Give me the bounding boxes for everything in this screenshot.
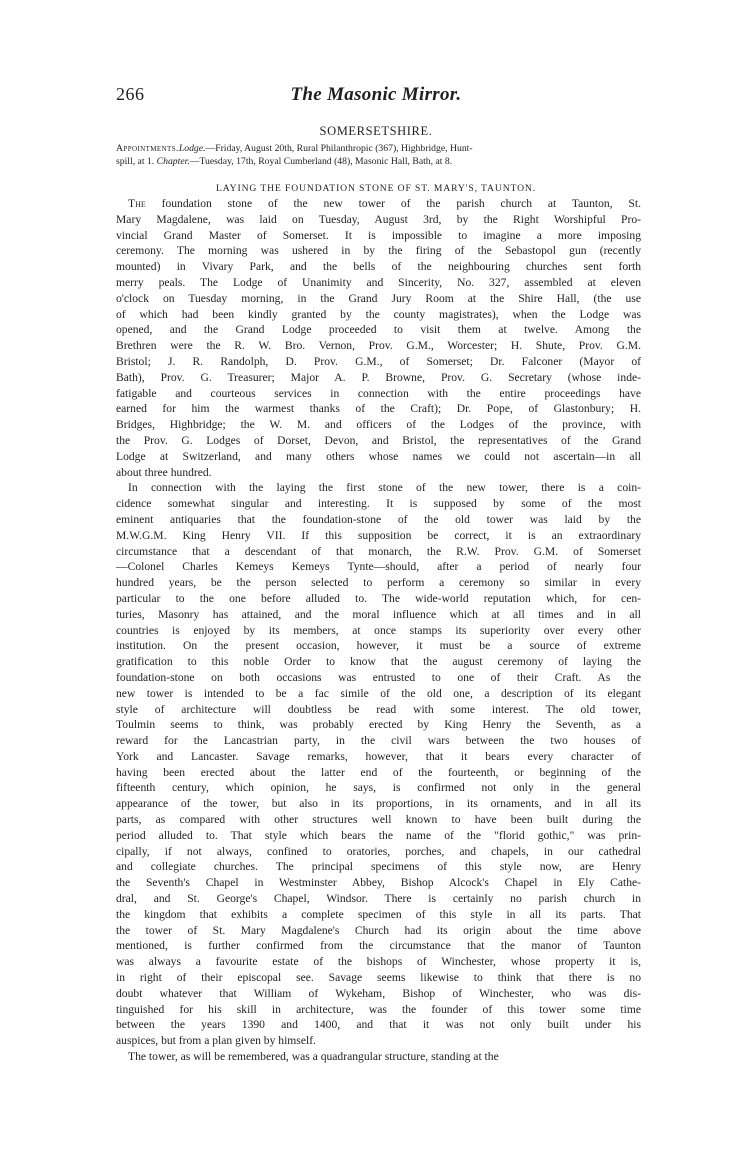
line-text: the tower of St. Mary Magdalene's Church had its origin about the time above xyxy=(116,923,641,937)
article-subheading: LAYING THE FOUNDATION STONE OF ST. MARY'S, TAUNTON. xyxy=(215,183,537,194)
paragraph-2 xyxy=(116,480,641,1049)
line-text: particular to the one before alluded to. The wide-world reputation which, for cen- xyxy=(116,591,641,605)
running-title: The Masonic Mirror. xyxy=(290,84,462,105)
text-line xyxy=(116,1002,641,1018)
paragraph-1 xyxy=(116,196,641,480)
text-line xyxy=(116,575,641,591)
paragraph-3 xyxy=(116,1049,641,1065)
line-text: vincial Grand Master of Somerset. It is impossible to imagine a more imposing xyxy=(116,228,641,242)
section-title: SOMERSETSHIRE. xyxy=(319,124,433,138)
text-line xyxy=(116,844,641,860)
text-line xyxy=(116,607,641,623)
text-line xyxy=(116,765,641,781)
line-text: doubt whatever that William of Wykeham, Bishop of Winchester, who was dis- xyxy=(116,986,641,1000)
text-line xyxy=(116,670,641,686)
line-text: fifteenth century, which opinion, he says, is confirmed not only in the general xyxy=(116,781,641,795)
text-line xyxy=(116,338,641,354)
text-line xyxy=(116,780,641,796)
line-text: auspices, but from a plan given by himself. xyxy=(116,1034,316,1048)
line-text: mentioned, is further confirmed from the circumstance that the manor of Taunton xyxy=(116,939,641,953)
chapter-label: Chapter. xyxy=(156,156,190,168)
text-line xyxy=(116,322,641,338)
line-text: M.W.G.M. King Henry VII. If this supposition be correct, it is an extraordinary xyxy=(116,528,641,542)
page-number: 266 xyxy=(116,84,145,104)
line-text: In connection with the laying the first stone of the new tower, there is a coin- xyxy=(128,481,641,495)
text-line xyxy=(116,275,641,291)
line-text: about three hundred. xyxy=(116,465,212,479)
line-text: turies, Masonry has attained, and the moral influence which at all times and in all xyxy=(116,607,641,621)
text-line xyxy=(116,433,641,449)
article-body xyxy=(116,196,641,1065)
lodge-text: —Friday, August 20th, Rural Philanthropic (367), Highbridge, Hunt- xyxy=(205,143,473,154)
line-text: style of architecture will doubtless be read with some interest. The old tower, xyxy=(116,702,641,716)
line-text: dral, and St. George's Chapel, Windsor. There is certainly no parish church in xyxy=(116,892,641,906)
line-text: cidence somewhat singular and interesting. It is supposed by some of the most xyxy=(116,497,641,511)
text-line xyxy=(116,307,641,323)
text-line xyxy=(116,891,641,907)
text-line xyxy=(116,875,641,891)
line-text: opened, and the Grand Lodge proceeded to visit them at twelve. Among the xyxy=(116,323,641,337)
chapter-text: —Tuesday, 17th, Royal Cumberland (48), Masonic Hall, Bath, at 8. xyxy=(189,156,453,168)
line-text: of which had been kindly granted by the county magistrates), when the Lodge was xyxy=(116,307,641,321)
text-line xyxy=(116,1033,641,1049)
line-text: o'clock on Tuesday morning, in the Grand Jury Room at the Shire Hall, (the use xyxy=(116,291,641,305)
line-text: Mary Magdalene, was laid on Tuesday, August 3rd, by the Right Worshipful Pro- xyxy=(116,212,641,226)
line-text: the Prov. G. Lodges of Dorset, Devon, and Bristol, the representatives of the Grand xyxy=(116,433,641,447)
line-text: eminent antiquaries that the foundation-stone of the old tower was laid by the xyxy=(116,512,641,526)
appointments-notice xyxy=(116,142,641,168)
line-text: in right of their episcopal see. Savage seems likewise to think that there is no xyxy=(116,971,641,985)
text-line xyxy=(116,796,641,812)
text-line xyxy=(116,243,641,259)
appointments-label: Appointments. xyxy=(116,143,179,154)
text-line xyxy=(116,449,641,465)
line-text: Lodge at Switzerland, and many others whose names we could not ascertain—in all xyxy=(116,449,641,463)
text-line xyxy=(116,480,641,496)
text-line xyxy=(116,401,641,417)
line-text: fatigable and courteous services in connection with the entire proceedings have xyxy=(116,386,641,400)
page-header xyxy=(116,84,636,106)
text-line xyxy=(116,354,641,370)
line-text: the Seventh's Chapel in Westminster Abbey, Bishop Alcock's Chapel in Ely Cathe- xyxy=(116,876,641,890)
text-line xyxy=(116,496,641,512)
text-line xyxy=(116,559,641,575)
lodge-label: Lodge. xyxy=(178,143,206,154)
line-text: merry peals. The Lodge of Unanimity and Sincerity, No. 327, assembled at eleven xyxy=(116,275,641,289)
line-text: ceremony. The morning was ushered in by the firing of the Sebastopol gun (recently xyxy=(116,244,641,258)
text-line xyxy=(116,1049,641,1065)
line-text: York and Lancaster. Savage remarks, however, that it bears every character of xyxy=(116,749,641,763)
text-line xyxy=(116,544,641,560)
line-text: between the years 1390 and 1400, and that it was not only built under his xyxy=(116,1018,641,1032)
text-line xyxy=(116,228,641,244)
line-text: countries is enjoyed by its members, at once stamps its superiority over every other xyxy=(116,623,641,637)
text-line xyxy=(116,733,641,749)
line-text: mounted) in Vivary Park, and the bells of the neighbouring churches sent forth xyxy=(116,260,641,274)
line-text: —Colonel Charles Kemeys Kemeys Tynte—should, after a period of nearly four xyxy=(116,560,641,574)
text-line xyxy=(116,686,641,702)
text-line xyxy=(116,291,641,307)
line-text: Bath), Prov. G. Treasurer; Major A. P. Browne, Prov. G. Secretary (whose inde- xyxy=(116,370,641,384)
line-text: foundation stone of the new tower of the parish church at Taunton, St. xyxy=(145,197,641,210)
text-line xyxy=(116,859,641,875)
text-line xyxy=(116,417,641,433)
line-text: The tower, as will be remembered, was a quadrangular structure, standing at the xyxy=(128,1050,499,1064)
line-text: Bristol; J. R. Randolph, D. Prov. G.M., of Somerset; Dr. Falconer (Mayor of xyxy=(116,354,641,368)
line-text: hundred years, be the person selected to perform a ceremony so similar in every xyxy=(116,576,641,590)
text-line xyxy=(116,717,641,733)
line-text: Toulmin seems to think, was probably erected by King Henry the Seventh, as a xyxy=(116,718,641,732)
text-line xyxy=(116,259,641,275)
chapter-prefix: spill, at 1. xyxy=(116,156,157,168)
text-line xyxy=(116,923,641,939)
text-line xyxy=(116,386,641,402)
line-text: earned for him the warmest thanks of the Craft); Dr. Pope, of Glastonbury; H. xyxy=(116,402,641,416)
text-line xyxy=(116,512,641,528)
line-text: and collegiate churches. The principal specimens of this style now, are Henry xyxy=(116,860,641,874)
line-text: new tower is intended to be a fac simile of the old one, a description of its elegant xyxy=(116,686,641,700)
text-line xyxy=(116,907,641,923)
text-line xyxy=(116,749,641,765)
line-text: period alluded to. That style which bears the name of the "florid gothic," was prin- xyxy=(116,828,641,842)
text-line xyxy=(116,528,641,544)
line-text: parts, as compared with other structures well known to have been built during the xyxy=(116,813,641,827)
text-line xyxy=(116,828,641,844)
line-text: appearance of the tower, but also in its proportions, in its ornaments, and in all its xyxy=(116,797,641,811)
text-line xyxy=(116,938,641,954)
line-text: the kingdom that exhibits a complete specimen of this style in all its parts. That xyxy=(116,907,641,921)
line-text: reward for the Lancastrian party, in the civil wars between the two houses of xyxy=(116,734,641,748)
line-text: Brethren were the R. W. Bro. Vernon, Prov. G.M., Worcester; H. Shute, Prov. G.M. xyxy=(116,339,641,353)
text-line xyxy=(116,465,641,481)
text-line xyxy=(116,591,641,607)
text-line xyxy=(116,702,641,718)
text-line xyxy=(116,1017,641,1033)
text-line xyxy=(116,654,641,670)
line-text: gratification to this noble Order to know that the august ceremony of laying the xyxy=(116,655,641,669)
text-line xyxy=(116,638,641,654)
line-text: institution. On the present occasion, however, it must be a source of extreme xyxy=(116,639,641,653)
text-line xyxy=(116,986,641,1002)
line-text: foundation-stone on both occasions was entrusted to one of their Craft. As the xyxy=(116,670,641,684)
paragraph-lead-word: The xyxy=(128,197,146,210)
line-text: was always a favourite estate of the bishops of Winchester, whose property it is, xyxy=(116,955,641,969)
line-text: cipally, if not always, confined to oratories, porches, and chapels, in our cathedral xyxy=(116,844,641,858)
text-line xyxy=(116,196,641,212)
line-text: tinguished for his skill in architecture, was the founder of this tower some time xyxy=(116,1002,641,1016)
line-text: circumstance that a descendant of that monarch, the R.W. Prov. G.M. of Somerset xyxy=(116,544,641,558)
text-line xyxy=(116,623,641,639)
text-line xyxy=(116,970,641,986)
line-text: Bridges, Highbridge; the W. M. and officers of the Lodges of the province, with xyxy=(116,418,641,432)
text-line xyxy=(116,212,641,228)
text-line xyxy=(116,370,641,386)
text-line xyxy=(116,812,641,828)
line-text: having been erected about the latter end of the fourteenth, or beginning of the xyxy=(116,765,641,779)
text-line xyxy=(116,954,641,970)
